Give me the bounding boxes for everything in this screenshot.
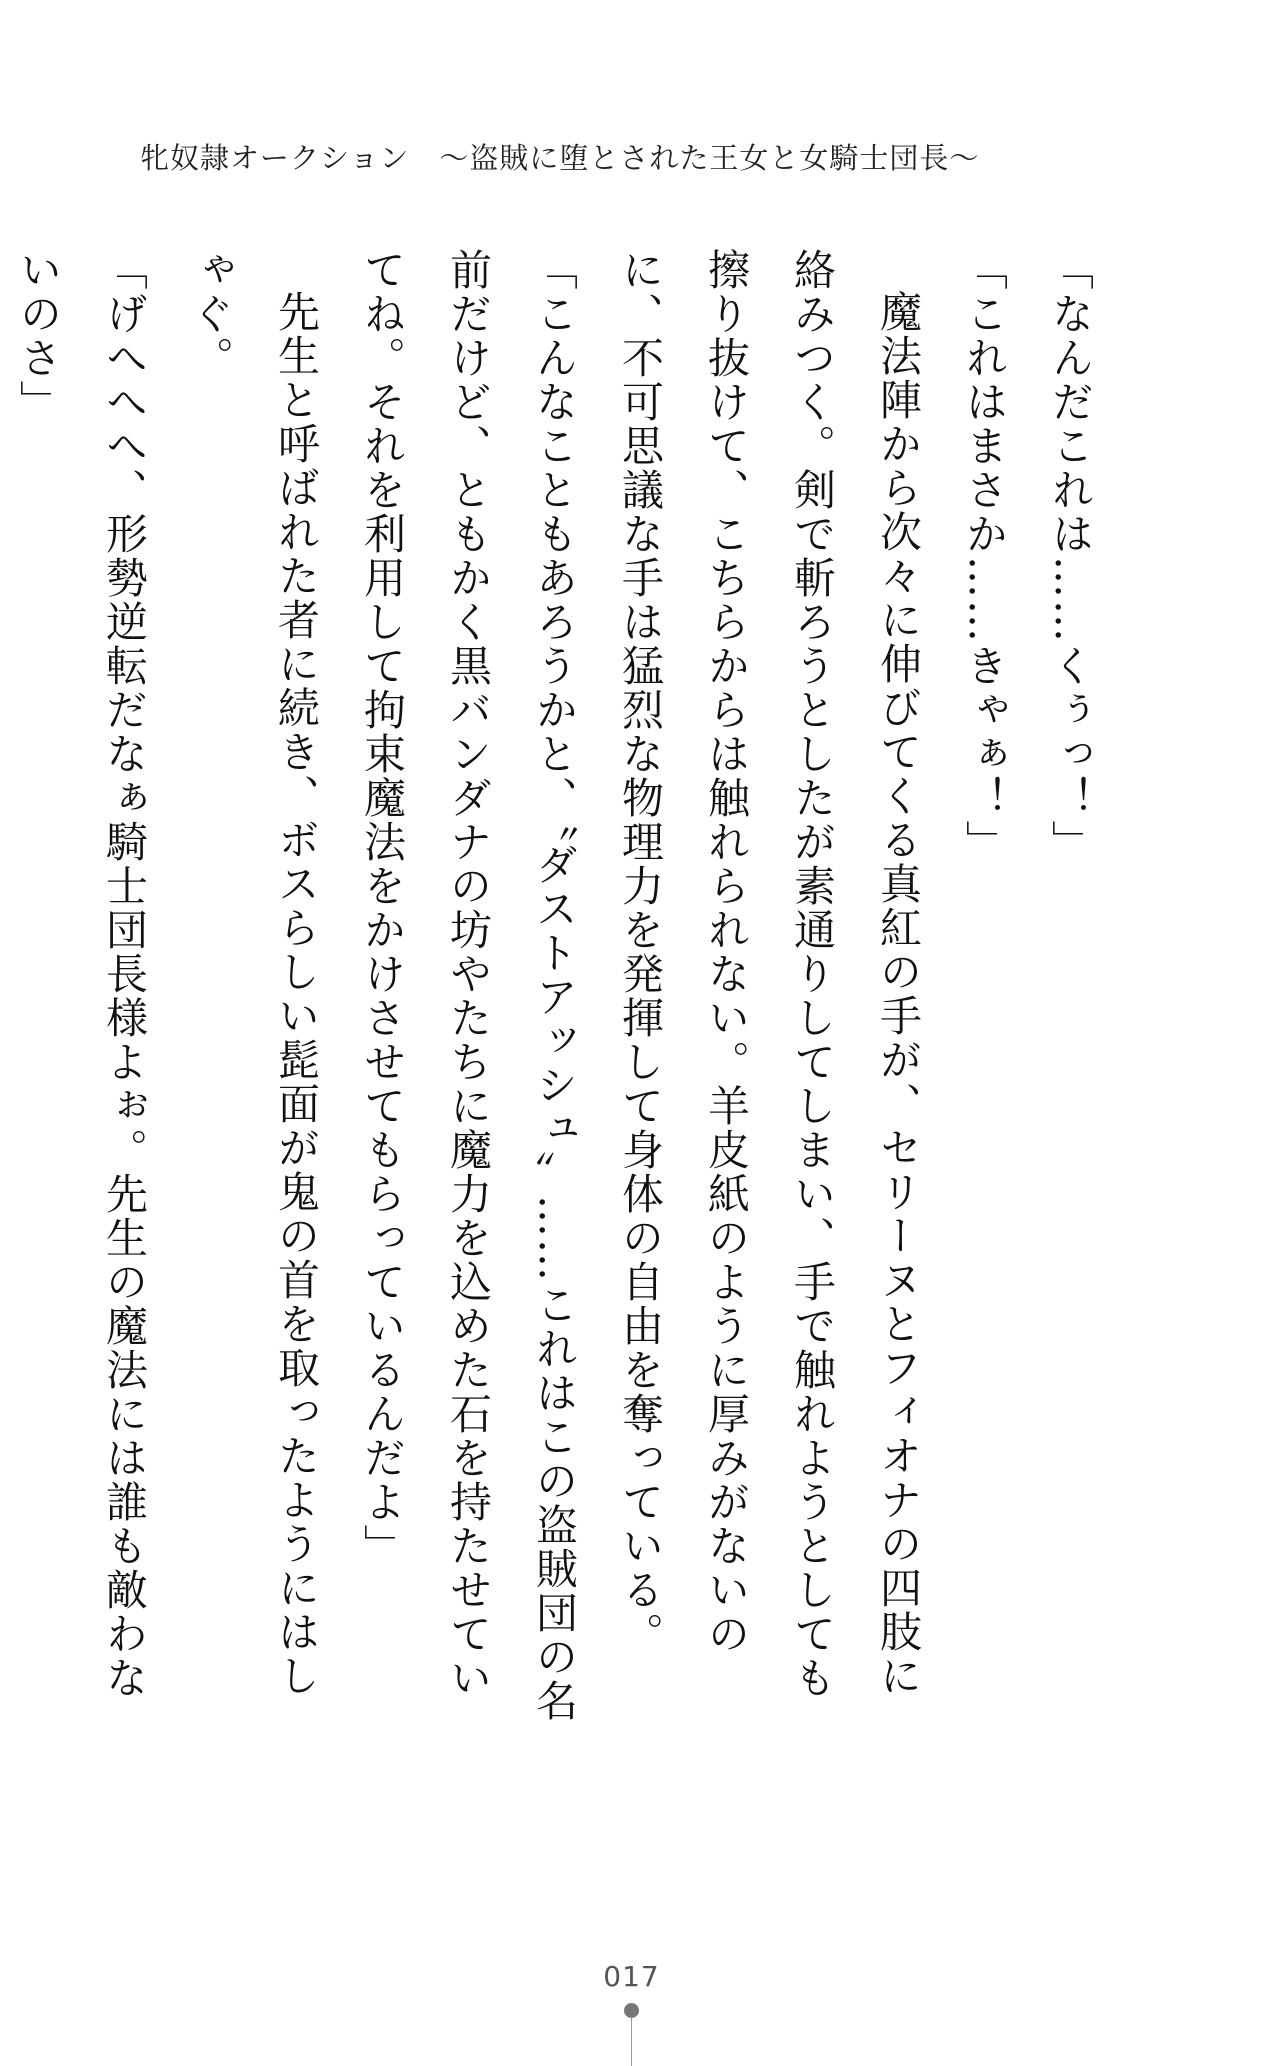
folio-dot-ornament	[624, 2003, 639, 2018]
paragraph: 魔法陣から次々に伸びてくる真紅の手が、セリーヌとフィオナの四肢に絡みつく。剣で斬ろうとしたが素通りしてしまい、手で触れようとしても擦り抜けて、こちらからは触れられない。羊皮紙のように厚みがないのに、不可思議な手は猛烈な物理力を発揮して身体の自由を奪っている。	[616, 248, 923, 1700]
paragraph: 「こんなこともあろうかと、〝ダストアッシュ〟……これはこの盗賊団の名前だけど、ともかく黒バンダナの坊やたちに魔力を込めた石を持たせていてね。それを利用して拘束魔法をかけさせてもらっているんだよ」	[358, 248, 579, 1723]
page-number: 017	[603, 1960, 660, 1993]
paragraph: 「なんだこれは……くぅっ！」	[1046, 248, 1095, 864]
body-text	[14, 248, 1113, 1728]
paragraph: 「げへへへ、形勢逆転だなぁ騎士団長様よぉ。先生の魔法には誰も敵わないのさ」	[14, 248, 149, 1700]
running-header-title: 牝奴隷オークション ～盗賊に堕とされた王女と女騎士団長～	[140, 141, 980, 175]
paragraph: 「これはまさか……きゃぁ！」	[960, 248, 1009, 864]
paragraph: 先生と呼ばれた者に続き、ボスらしい髭面が鬼の首を取ったようにはしゃぐ。	[186, 248, 321, 1698]
folio-line-ornament	[631, 2017, 632, 2066]
